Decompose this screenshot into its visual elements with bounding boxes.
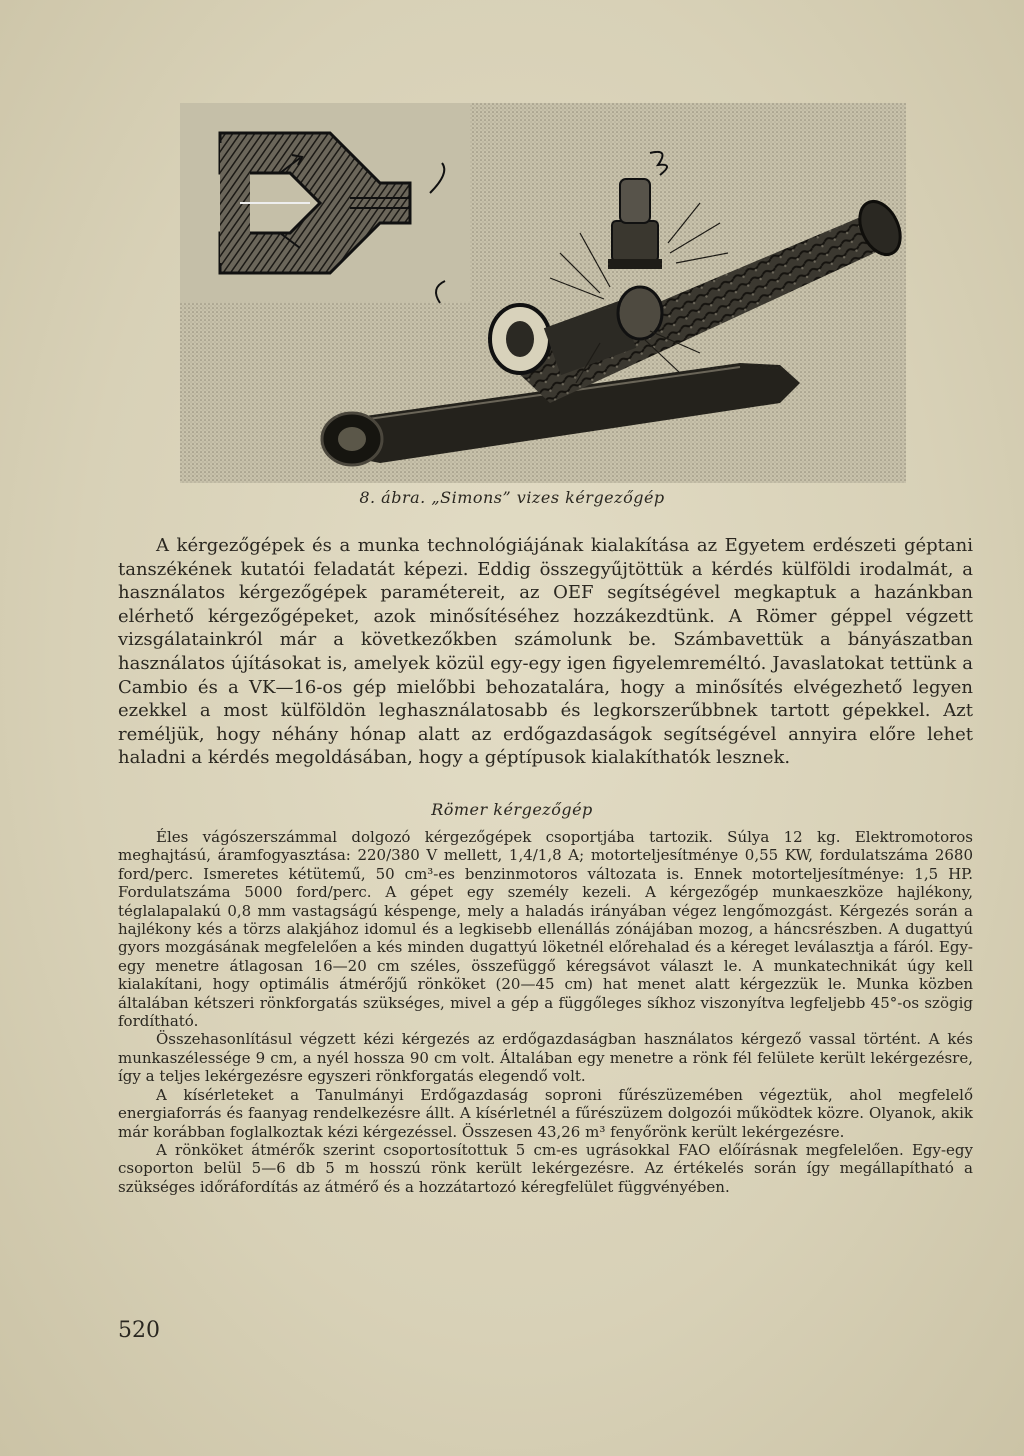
section-paragraph: Összehasonlításul végzett kézi kérgezés az erdőgazdaságban használatos kérgező vassal történt. A kés munkaszélessége 9 cm, a nyél hossza 90 cm volt. Általában egy menetre a rönk fél felülete került lekérgezésre, így a teljes lekérgezésre egyszeri rönkforgatás elegendő volt. [118, 1030, 973, 1086]
page-number: 520 [118, 1318, 160, 1343]
section-paragraph: Éles vágószerszámmal dolgozó kérgezőgépek csoportjába tartozik. Súlya 12 kg. Elektromotoros meghajtású, áramfogyasztása: 220/380 V mellett, 1,4/1,8 A; motorteljesítménye 0,55 KW, fordulatszáma 2680 ford/perc. Ismeretes kétütemű, 50 cm³-es benzinmotoros változata is. Ennek motorteljesítménye: 1,5 HP. Fordulatszáma 5000 ford/perc. A gépet egy személy kezeli. A kérgezőgép munkaeszköze hajlékony, téglalapalakú 0,8 mm vastagságú késpenge, mely a haladás irányában végez lengőmozgást. Kérgezés során a hajlékony kés a törzs alakjához idomul és a legkisebb ellenállás zónájában mozog, a háncsrészben. A dugattyú gyors mozgásának megfelelően a kés minden dugattyú löketnél előrehalad és a kéreget leválasztja a fáról. Egy-egy menetre átlagosan 16—20 cm széles, összefüggő kéregsávot választ le. A munkatechnikát úgy kell kialakítani, hogy optimális átmérőjű rönköket (20—45 cm) hat menet alatt kérgezzük le. Munka közben általában kétszeri rönkforgatás szükséges, mivel a gép a függőleges síkhoz viszonyítva legfeljebb 45°-os szögig fordítható. [118, 828, 973, 1031]
figure-illustration [180, 103, 906, 483]
debarking-machine-illustration [180, 103, 906, 483]
intro-paragraph [118, 534, 973, 770]
figure-caption: 8. ábra. „Simons” vizes kérgezőgép [359, 488, 665, 507]
intro-text: A kérgezőgépek és a munka technológiájának kialakítása az Egyetem erdészeti géptani tanszékének kutatói feladatát képezi. Eddig összegyűjtöttük a kérdés külföldi irodalmát, a használatos kérgezőgépek paramétereit, az OEF segítségével megkaptuk a hazánkban elérhető kérgezőgépeket, azok minősítéséhez hozzákezdtünk. A Römer géppel végzett vizsgálatainkról már a következőkben számolunk be. Számbavettük a bányászatban használatos újításokat is, amelyek közül egy-egy igen figyelemreméltó. Javaslatokat tettünk a Cambio és a VK—16-os gép mielőbbi behozatalára, hogy a minősítés elvégezhető legyen ezekkel a most külföldön leghasználatosabb és legkorszerűbbnek tartott gépekkel. Azt reméljük, hogy néhány hónap alatt az erdőgazdaságok segítségével annyira előre lehet haladni a kérdés megoldásában, hogy a géptípusok kialakíthatók lesznek. [118, 535, 973, 769]
section-paragraph: A kísérleteket a Tanulmányi Erdőgazdaság soproni fűrészüzemében végeztük, ahol megfelelő energiaforrás és faanyag rendelkezésre állt. A kísérletnél a fűrészüzem dolgozói működtek közre. Olyanok, akik már korábban foglalkoztak kézi kérgezéssel. Összesen 43,26 m³ fenyőrönk került lekérgezésre. [118, 1085, 973, 1141]
cross-section-inset [180, 103, 470, 303]
section-body [118, 828, 973, 1196]
section-title: Römer kérgezőgép [431, 800, 593, 819]
section-paragraph: A rönköket átmérők szerint csoportosítottuk 5 cm-es ugrásokkal FAO előírásnak megfelelően. Egy-egy csoporton belül 5—6 db 5 m hosszú rönk került lekérgezésre. Az értékelés során így megállapítható a szükséges időráfordítás az átmérő és a hozzátartozó kéregfelület függvényében. [118, 1140, 973, 1196]
